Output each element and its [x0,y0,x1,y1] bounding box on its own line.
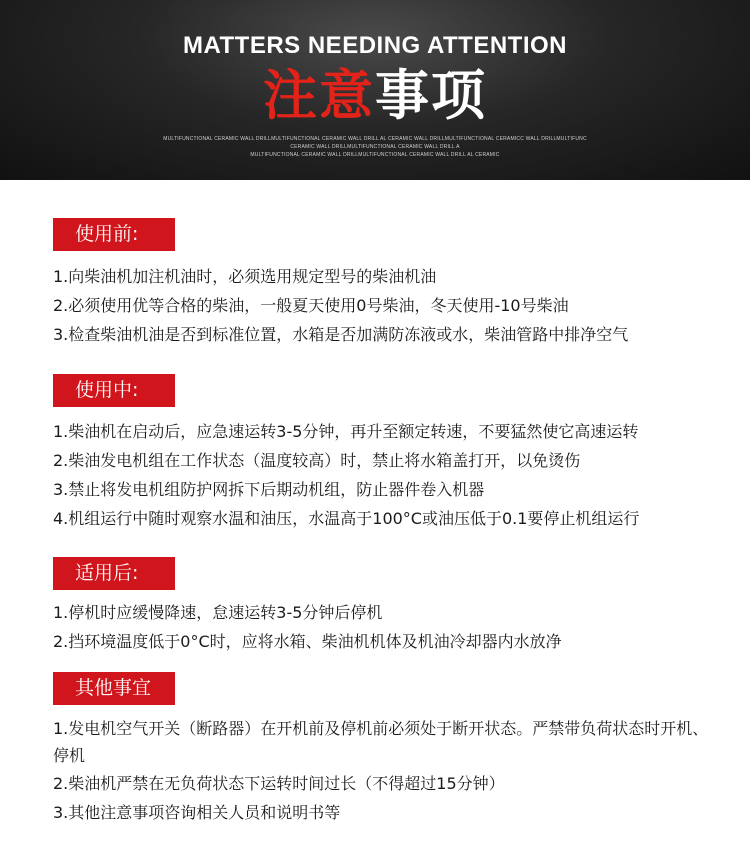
list-item: 3.其他注意事项咨询相关人员和说明书等 [53,803,341,822]
section-items [53,715,718,827]
list-item: 3.禁止将发电机组防护网拆下后期动机组，防止器件卷入机器 [53,480,485,499]
header-title-cn-red: 注意 [263,64,375,127]
section-items [53,262,723,349]
header-title-cn-white: 事项 [375,64,487,127]
list-item: 1.发电机空气开关（断路器）在开机前及停机前必须处于断开状态。严禁带负荷状态时开机、停机 [53,719,709,765]
header-subtitle [150,135,600,159]
list-item: 4.机组运行中随时观察水温和油压，水温高于100°C或油压低于0.1要停止机组运行 [53,509,640,528]
list-item: 1.停机时应缓慢降速，怠速运转3-5分钟后停机 [53,603,383,622]
list-item: 1.柴油机在启动后，应急速运转3-5分钟，再升至额定转速，不要猛然使它高速运转 [53,422,639,441]
list-item: 2.挡环境温度低于0°C时，应将水箱、柴油机机体及机油冷却器内水放净 [53,632,562,651]
list-item: 1.向柴油机加注机油时，必须选用规定型号的柴油机油 [53,267,437,286]
header-title-cn [0,64,750,128]
section-title: 使用中: [53,374,175,407]
section-items [53,417,723,533]
list-item: 2.必须使用优等合格的柴油，一般夏天使用0号柴油，冬天使用-10号柴油 [53,296,569,315]
header-subtitle-line: CERAMIC WALL DRILLMULTIFUNCTIONAL CERAMIC WALL DRILL A [290,144,460,150]
header-title-en: MATTERS NEEDING ATTENTION [182,32,568,59]
list-item: 3.检查柴油机油是否到标准位置，水箱是否加满防冻液或水，柴油管路中排净空气 [53,325,629,344]
list-item: 2.柴油机严禁在无负荷状态下运转时间过长（不得超过15分钟） [53,774,505,793]
header-banner [0,0,750,180]
section-items [53,598,723,656]
list-item: 2.柴油发电机组在工作状态（温度较高）时，禁止将水箱盖打开，以免烫伤 [53,451,581,470]
header-subtitle-line: MULTIFUNCTIONAL CERAMIC WALL DRILLMULTIFUNCTIONAL CERAMIC WALL DRILL AL CERAMIC [250,152,500,158]
section-title: 其他事宜 [53,672,175,705]
section-title: 使用前: [53,218,175,251]
section-title: 适用后: [53,557,175,590]
header-subtitle-line: MULTIFUNCTIONAL CERAMIC WALL DRILLMULTIFUNCTIONAL CERAMIC WALL DRILL AL CERAMIC WALL DRILLMULTIFUNCTIONAL CERAMICC WALL DRILLMULTIFUNC [163,136,587,142]
